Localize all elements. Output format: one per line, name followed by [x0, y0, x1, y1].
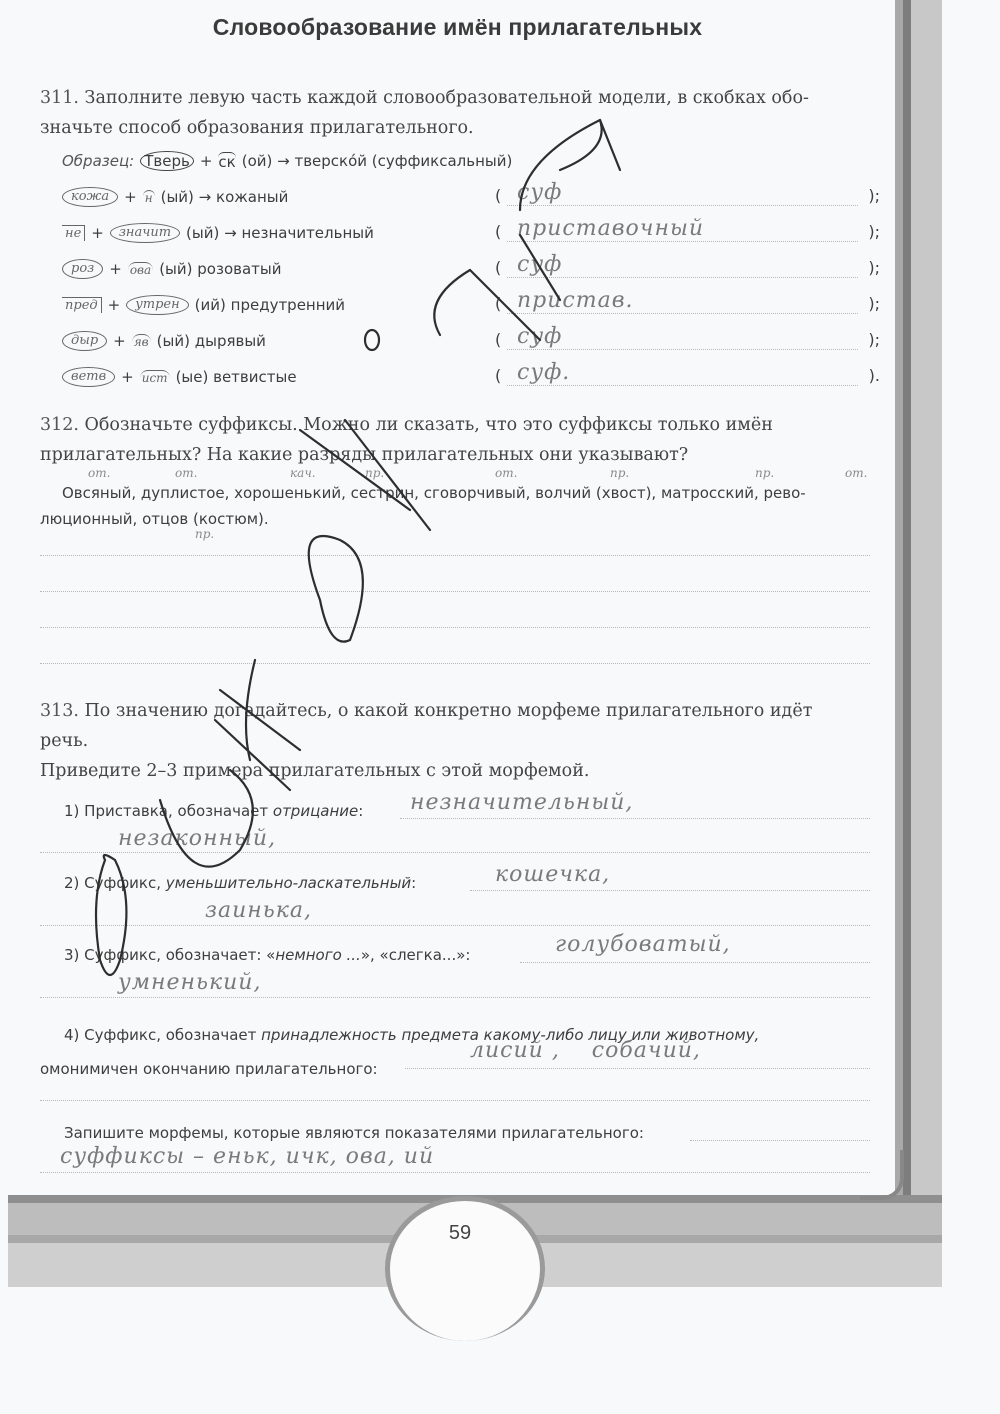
annotation-otcov: пр.	[195, 527, 215, 541]
paren-close: );	[868, 186, 880, 205]
ex311-line1: Заполните левую часть каждой словообразовательной модели, в скобках обо-	[84, 88, 809, 108]
model-printed: (ий) предутренний	[194, 296, 346, 314]
sample-rest: (ой) → тверско́й (суффиксальный)	[241, 152, 513, 170]
handwritten-answer: суф.	[517, 360, 571, 385]
paren-close: );	[868, 294, 880, 313]
item-italic: немного ...	[275, 946, 361, 964]
model-part2[interactable]: ист	[141, 370, 168, 385]
final-handwritten-answer: суффиксы – еньк, ичк, ова, ий	[60, 1144, 435, 1169]
paren-close: );	[868, 222, 880, 241]
handwritten-answer: суф	[517, 252, 563, 277]
ex312-words-line1: Овсяный, дуплистое, хорошенький, сестрин, сговорчивый, волчий (хвост), матросский, рево-	[62, 484, 806, 502]
item-label: 4) Суффикс, обозначает	[64, 1026, 262, 1044]
ex313-line2: речь.	[40, 731, 89, 751]
handwritten-annotation: пр.	[610, 466, 630, 480]
sample-root: Тверь	[140, 151, 194, 171]
ex312-words-line2: люционный, отцов (костюм).	[40, 510, 269, 528]
model-part1[interactable]: роз	[62, 259, 103, 279]
plus-sign: +	[91, 224, 104, 242]
page-title: Словообразование имён прилагательных	[212, 14, 703, 40]
model-part1[interactable]: дыр	[62, 331, 107, 351]
model-part1[interactable]: не	[62, 225, 85, 241]
handwritten-answer: умненький,	[118, 970, 262, 995]
final-prompt: Запишите морфемы, которые являются показателями прилагательного:	[64, 1124, 644, 1142]
ex313-line1: По значению догадайтесь, о какой конкретно морфеме прилагательного идёт	[84, 701, 813, 721]
handwritten-annotation: от.	[175, 466, 198, 480]
item-label: 2) Суффикс,	[64, 874, 166, 892]
model-part1[interactable]: ветв	[62, 367, 115, 387]
ex313-number: 313.	[40, 701, 79, 721]
handwritten-answer: незначительный,	[410, 790, 634, 815]
plus-sign: +	[199, 152, 213, 170]
model-part2[interactable]: яв	[133, 334, 149, 349]
plus-sign: +	[113, 332, 126, 350]
handwritten-answer: незаконный,	[118, 826, 277, 851]
handwritten-answer: суф	[517, 324, 563, 349]
handwritten-answer: голубоватый,	[555, 932, 731, 957]
handwritten-annotation: кач.	[290, 466, 316, 480]
ex311-number: 311.	[40, 88, 79, 108]
plus-sign: +	[121, 368, 134, 386]
model-part1[interactable]: кожа	[62, 187, 118, 207]
model-part1[interactable]: пред	[62, 297, 102, 313]
paren-open: (	[495, 258, 502, 277]
item-line2: омонимичен окончанию прилагательного:	[40, 1060, 378, 1078]
item-italic: отрицание	[272, 802, 359, 820]
handwritten-answer: приставочный	[517, 216, 705, 241]
plus-sign: +	[109, 260, 122, 278]
handwritten-annotation: от.	[495, 466, 518, 480]
model-part2[interactable]: ова	[129, 262, 152, 277]
model-part2[interactable]: н	[144, 190, 153, 205]
handwritten-annotation: от.	[88, 466, 111, 480]
item-tail: », «слегка...»:	[360, 946, 471, 964]
handwritten-answer: суф	[517, 180, 563, 205]
item-tail: :	[358, 802, 364, 820]
ex312-line1: Обозначьте суффиксы. Можно ли сказать, что это суффиксы только имён	[84, 415, 773, 435]
plus-sign: +	[124, 188, 137, 206]
item-label: 3) Суффикс, обозначает: «	[64, 946, 276, 964]
paren-open: (	[495, 186, 502, 205]
model-part2[interactable]: значит	[110, 223, 180, 243]
model-printed: (ый) → незначительный	[186, 224, 374, 242]
page-number: 59	[448, 1222, 472, 1244]
handwritten-answer: лисий , собачий,	[470, 1038, 701, 1063]
ex312-number: 312.	[40, 415, 79, 435]
handwritten-answer: кошечка,	[495, 862, 611, 887]
handwritten-annotation: пр.	[365, 466, 385, 480]
handwritten-annotation: от.	[845, 466, 868, 480]
ex312-line2: прилагательных? На какие разряды прилагательных они указывают?	[40, 445, 689, 465]
item-tail: :	[411, 874, 417, 892]
handwritten-annotation: пр.	[755, 466, 775, 480]
paren-close: );	[868, 258, 880, 277]
model-printed: (ый) розоватый	[159, 260, 282, 278]
paren-open: (	[495, 330, 502, 349]
item-italic: принадлежность предмета какому-либо лицу или животному,	[261, 1026, 760, 1044]
sample-label: Образец:	[62, 152, 135, 170]
sample-suffix: ск	[218, 152, 236, 171]
paren-open: (	[495, 222, 502, 241]
ex313-line3: Приведите 2–3 примера прилагательных с этой морфемой.	[40, 761, 590, 781]
model-printed: (ый) дырявый	[156, 332, 266, 350]
paren-open: (	[495, 366, 502, 385]
item-italic: уменьшительно-ласкательный	[165, 874, 412, 892]
handwritten-answer: пристав.	[517, 288, 634, 313]
paren-close: );	[868, 330, 880, 349]
item-label: 1) Приставка, обозначает	[64, 802, 273, 820]
paren-close: ).	[868, 366, 880, 385]
paren-open: (	[495, 294, 502, 313]
model-printed: (ые) ветвистые	[175, 368, 297, 386]
handwritten-answer: заинька,	[205, 898, 312, 923]
ex311-line2: значьте способ образования прилагательного.	[40, 118, 474, 138]
model-printed: (ый) → кожаный	[160, 188, 289, 206]
model-part2[interactable]: утрен	[126, 295, 188, 315]
plus-sign: +	[107, 296, 121, 314]
